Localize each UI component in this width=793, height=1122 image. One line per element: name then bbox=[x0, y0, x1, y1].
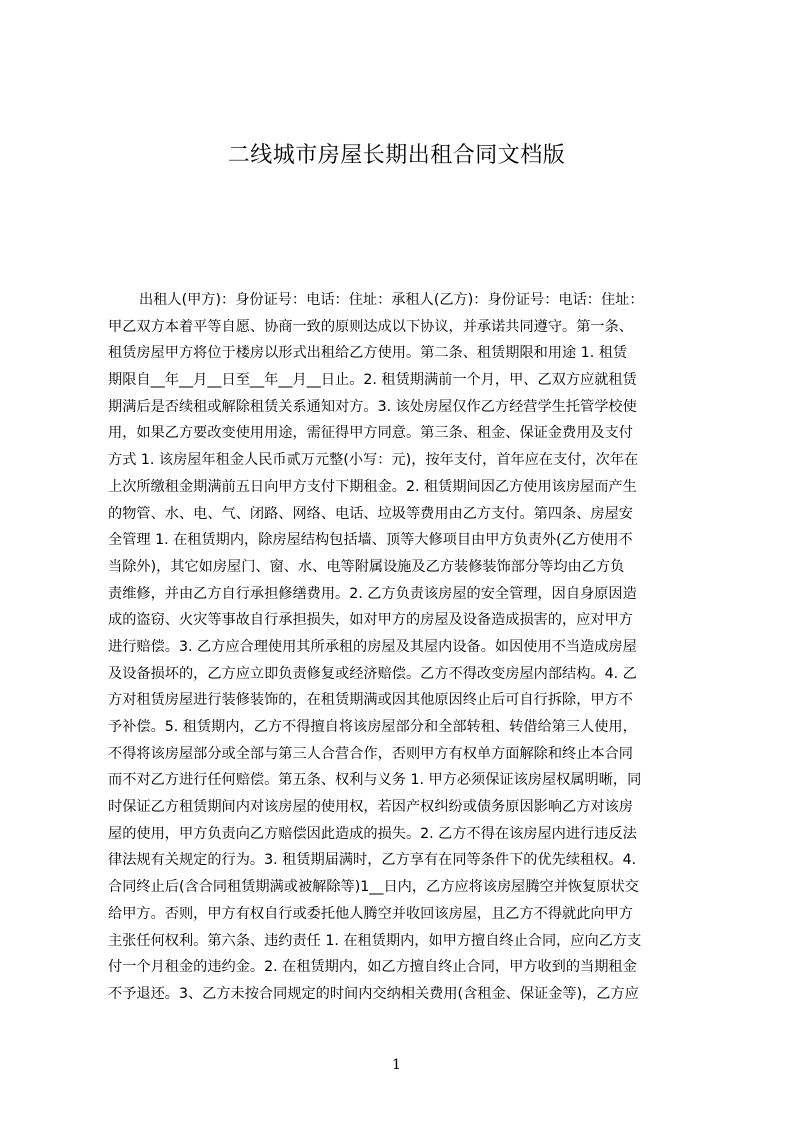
body-line: 律法规有关规定的行为。3. 租赁期届满时，乙方享有在同等条件下的优先续租权。4. bbox=[108, 852, 637, 869]
body-line: 出租人(甲方)：身份证号：电话：住址：承租人(乙方)：身份证号：电话：住址： bbox=[139, 292, 644, 308]
body-line: 不得将该房屋部分或全部与第三人合营合作，否则甲方有权单方面解除和终止本合同 bbox=[108, 745, 633, 762]
body-line: 方对租赁房屋进行装修装饰的，在租赁期满或因其他原因终止后可自行拆除，甲方不 bbox=[108, 692, 633, 709]
body-line: 而不对乙方进行任何赔偿。第五条、权利与义务 1. 甲方必须保证该房屋权属明晰，同 bbox=[108, 772, 642, 789]
body-line: 合同终止后(含合同租赁期满或被解除等)1__日内，乙方应将该房屋腾空并恢复原状交 bbox=[108, 879, 639, 896]
body-line: 进行赔偿。3. 乙方应合理使用其所承租的房屋及其屋内设备。如因使用不当造成房屋 bbox=[108, 638, 637, 655]
body-line: 付一个月租金的违约金。2. 在租赁期内，如乙方擅自终止合同，甲方收到的当期租金 bbox=[108, 959, 637, 976]
body-line: 成的盗窃、火灾等事故自行承担损失，如对甲方的房屋及设备造成损害的，应对甲方 bbox=[108, 612, 633, 629]
body-line: 甲乙双方本着平等自愿、协商一致的原则达成以下协议，并承诺共同遵守。第一条、 bbox=[108, 318, 633, 335]
page-number: 1 bbox=[392, 1057, 401, 1073]
body-line: 租赁房屋甲方将位于楼房以形式出租给乙方使用。第二条、租赁期限和用途 1. 租赁 bbox=[108, 345, 628, 362]
body-line: 当除外)，其它如房屋门、窗、水、电等附属设施及乙方装修装饰部分等均由乙方负 bbox=[108, 558, 625, 575]
body-line: 期满后是否续租或解除租赁关系通知对方。3. 该处房屋仅作乙方经营学生托管学校使 bbox=[108, 398, 637, 415]
body-line: 时保证乙方租赁期间内对该房屋的使用权，若因产权纠纷或债务原因影响乙方对该房 bbox=[108, 799, 633, 816]
body-line: 方式 1. 该房屋年租金人民币贰万元整(小写：元)，按年支付，首年应在支付，次年在 bbox=[108, 452, 639, 469]
body-line: 予补偿。5. 租赁期内，乙方不得擅自将该房屋部分和全部转租、转借给第三人使用， bbox=[108, 719, 637, 735]
body-line: 全管理 1. 在租赁期内，除房屋结构包括墙、顶等大修项目由甲方负责外(乙方使用不 bbox=[108, 532, 633, 549]
body-line: 期限自__年__月__日至__年__月__日止。2. 租赁期满前一个月，甲、乙双方应就租赁 bbox=[108, 372, 637, 389]
body-line: 用，如果乙方要改变使用用途，需征得甲方同意。第三条、租金、保证金费用及支付 bbox=[108, 425, 633, 442]
body-line: 及设备损坏的，乙方应立即负责修复或经济赔偿。乙方不得改变房屋内部结构。4. 乙 bbox=[108, 665, 637, 682]
body-line: 主张任何权利。第六条、违约责任 1. 在租赁期内，如甲方擅自终止合同，应向乙方支 bbox=[108, 932, 642, 949]
body-line: 屋的使用，甲方负责向乙方赔偿因此造成的损失。2. 乙方不得在该房屋内进行违反法 bbox=[108, 825, 637, 842]
body-line: 责维修，并由乙方自行承担修缮费用。2. 乙方负责该房屋的安全管理，因自身原因造 bbox=[108, 585, 637, 602]
body-line: 的物管、水、电、气、闭路、网络、电话、垃圾等费用由乙方支付。第四条、房屋安 bbox=[108, 505, 633, 522]
body-line: 给甲方。否则，甲方有权自行或委托他人腾空并收回该房屋，且乙方不得就此向甲方 bbox=[108, 905, 633, 922]
body-line: 不予退还。3、乙方未按合同规定的时间内交纳相关费用(含租金、保证金等)，乙方应 bbox=[108, 985, 639, 1002]
body-line: 上次所缴租金期满前五日向甲方支付下期租金。2. 租赁期间因乙方使用该房屋而产生 bbox=[108, 478, 637, 495]
contract-body bbox=[108, 287, 708, 1008]
document-title: 二线城市房屋长期出租合同文档版 bbox=[227, 143, 566, 168]
